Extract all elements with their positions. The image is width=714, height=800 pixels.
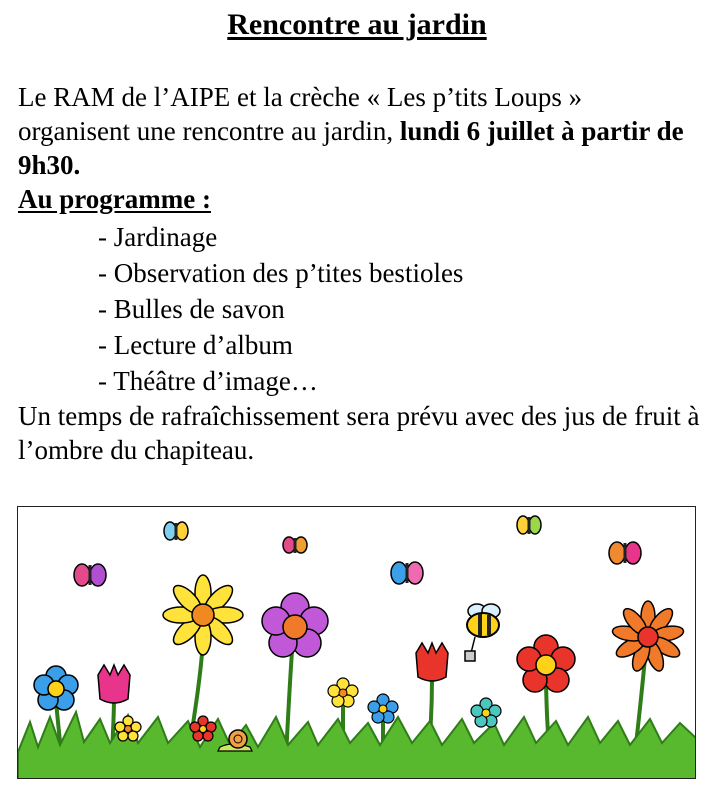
- small-blue-flower-icon: [368, 694, 398, 723]
- red-flower-icon: [517, 635, 575, 692]
- event-date: lundi 6 juillet à partir de 9h30.: [18, 116, 684, 180]
- blue-flower-icon: [34, 666, 78, 710]
- red-tulip-icon: [416, 643, 448, 681]
- intro-line-2: organisent une rencontre au jardin,: [18, 116, 400, 146]
- butterfly-icon: [283, 537, 307, 553]
- closing-paragraph: Un temps de rafraîchissement sera prévu avec des jus de fruit à l’ombre du chapiteau.: [18, 401, 700, 465]
- garden-illustration: [17, 506, 696, 779]
- program-item-theatre: - Théâtre d’image…: [98, 366, 318, 396]
- butterfly-icon: [164, 522, 188, 540]
- butterfly-icon: [609, 542, 641, 564]
- program-item-bulles: - Bulles de savon: [98, 294, 285, 324]
- program-item-jardinage: - Jardinage: [98, 222, 218, 252]
- program-item-lecture: - Lecture d’album: [98, 330, 293, 360]
- butterfly-icon: [517, 516, 541, 534]
- small-teal-flower-icon: [471, 698, 501, 727]
- orange-flower-icon: [611, 601, 684, 673]
- program-heading: Au programme :: [18, 184, 211, 214]
- small-yellow-flower-icon: [115, 716, 141, 741]
- program-list: [18, 219, 708, 399]
- bee-icon: [465, 604, 500, 661]
- violet-flower-icon: [262, 593, 328, 657]
- butterfly-icon: [74, 564, 106, 586]
- yellow-flower-icon: [163, 575, 243, 655]
- intro-paragraph: [18, 80, 708, 182]
- program-item-observation: - Observation des p’tites bestioles: [98, 258, 464, 288]
- butterfly-icon: [391, 562, 423, 584]
- pink-tulip-icon: [98, 665, 130, 703]
- garden-illustration-svg: [18, 507, 696, 779]
- body-text: [18, 80, 708, 467]
- small-yellow-flower-icon: [328, 678, 358, 707]
- page-title: Rencontre au jardin: [227, 8, 487, 41]
- intro-line-1: Le RAM de l’AIPE et la crèche « Les p’tits Loups »: [18, 82, 583, 112]
